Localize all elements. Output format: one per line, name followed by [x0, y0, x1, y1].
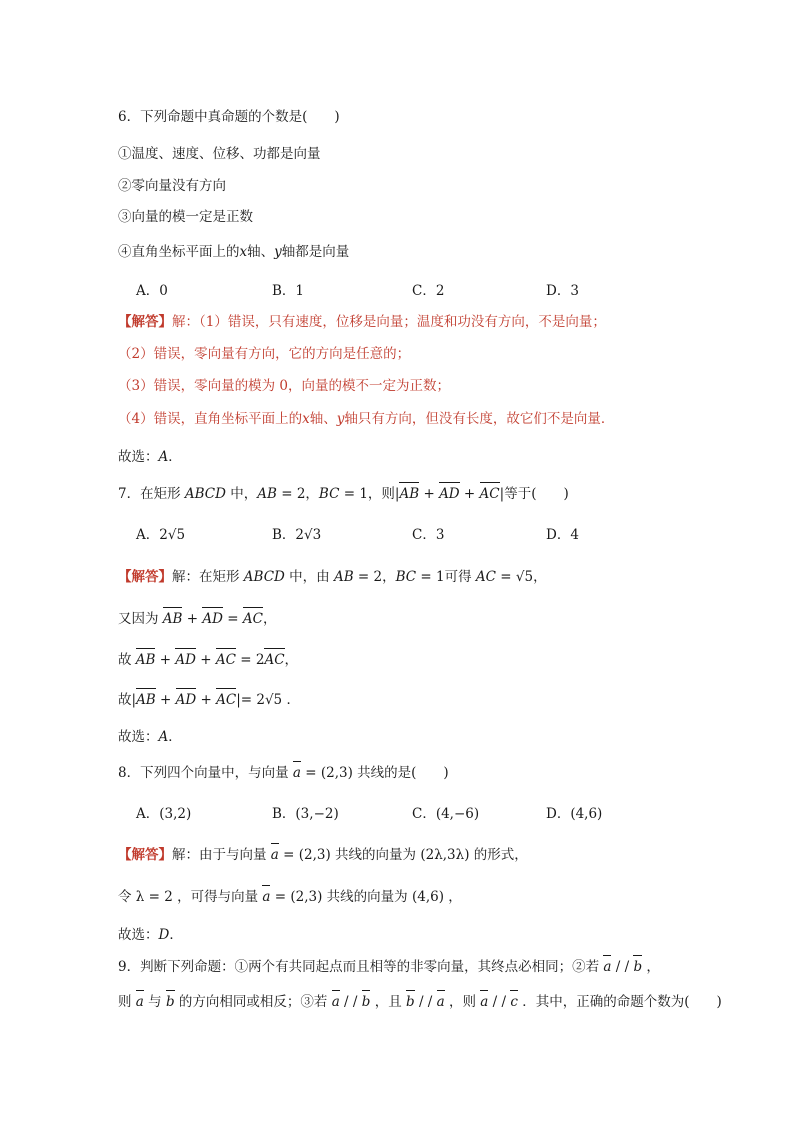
q6-option-b[interactable]: B．1 — [272, 283, 305, 299]
q6-solution-3: （3）错误，零向量的模为 0，向量的模不一定为正数； — [118, 378, 450, 394]
q8-option-b[interactable]: B．(3,−2) — [272, 806, 339, 822]
q6-item-3: ③向量的模一定是正数 — [118, 209, 253, 225]
q7-solution-2: 又因为 AB + AD = AC， — [118, 611, 277, 627]
q6-solution-4: （4）错误，直角坐标平面上的x轴、y轴只有方向，但没有长度，故它们不是向量． — [118, 411, 615, 427]
q6-item-2: ②零向量没有方向 — [118, 178, 226, 194]
q6-item-4: ④直角坐标平面上的x轴、y轴都是向量 — [118, 244, 350, 260]
q8-option-c[interactable]: C．(4,−6) — [412, 806, 480, 822]
q7-solution-1: 【解答】解：在矩形 ABCD 中，由 AB = 2，BC = 1可得 AC = √5， — [118, 569, 547, 585]
q8-option-a[interactable]: A．(3,2) — [136, 806, 192, 822]
q7-stem: 7．在矩形 ABCD 中，AB = 2，BC = 1，则|AB + AD + AC|等于( ) — [118, 486, 569, 502]
q7-option-b[interactable]: B．2√3 — [272, 527, 322, 543]
q6-option-d[interactable]: D．3 — [546, 283, 579, 299]
q8-stem: 8．下列四个向量中，与向量 a = (2,3) 共线的是( ) — [118, 765, 449, 781]
q6-option-a[interactable]: A．0 — [136, 283, 168, 299]
q7-solution-4: 故|AB + AD + AC|= 2√5 ． — [118, 692, 300, 708]
q7-option-a[interactable]: A．2√5 — [136, 527, 186, 543]
q6-option-c[interactable]: C．2 — [412, 283, 445, 299]
q6-solution-2: （2）错误，零向量有方向，它的方向是任意的； — [118, 346, 411, 362]
q8-choice: 故选：D． — [118, 927, 183, 943]
q6-item-1: ①温度、速度、位移、功都是向量 — [118, 146, 321, 162]
q9-stem-line-1: 9．判断下列命题：①两个有共同起点而且相等的非零向量，其终点必相同；②若 a / / b ， — [118, 959, 660, 975]
q6-choice: 故选：A． — [118, 449, 182, 465]
q7-solution-3: 故 AB + AD + AC = 2AC， — [118, 652, 299, 668]
q9-stem-line-2: 则 a 与 b 的方向相同或相反；③若 a / / b ，且 b / / a ，则 a / / c ．其中，正确的命题个数为( ) — [118, 994, 722, 1010]
q7-option-d[interactable]: D．4 — [546, 527, 579, 543]
q8-solution-2: 令 λ = 2 ，可得与向量 a = (2,3) 共线的向量为 (4,6) ， — [118, 889, 462, 905]
q6-stem: 6．下列命题中真命题的个数是( ) — [118, 109, 340, 125]
q8-solution-1: 【解答】解：由于与向量 a = (2,3) 共线的向量为 (2λ,3λ) 的形式， — [118, 847, 528, 863]
q7-choice: 故选：A． — [118, 729, 182, 745]
q7-option-c[interactable]: C．3 — [412, 527, 445, 543]
q8-option-d[interactable]: D．(4,6) — [546, 806, 603, 822]
q6-solution-1: 【解答】解：（1）错误，只有速度，位移是向量；温度和功没有方向，不是向量； — [118, 314, 606, 330]
